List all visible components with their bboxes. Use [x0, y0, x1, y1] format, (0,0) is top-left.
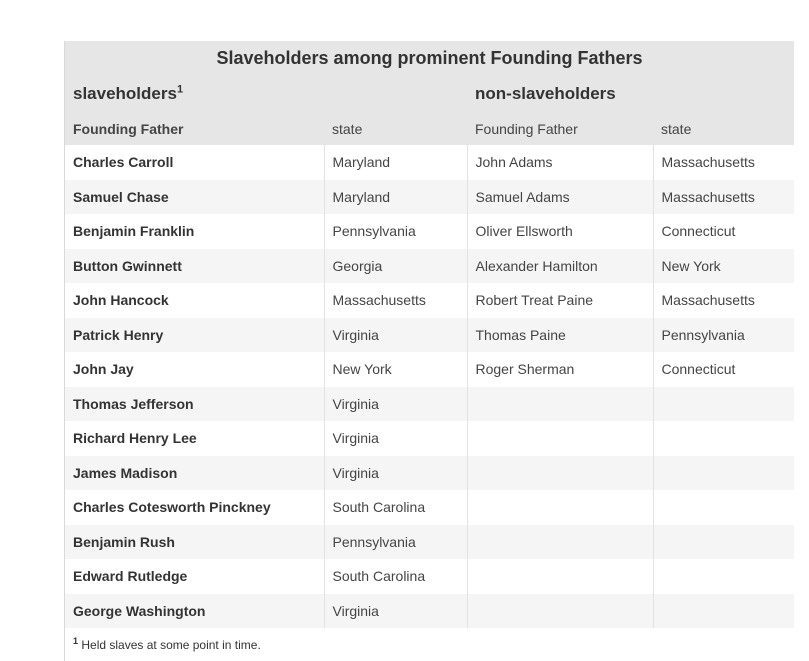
non-slaveholder-state-cell [653, 594, 794, 629]
column-header-row [65, 113, 794, 145]
slaveholder-state-cell: New York [324, 352, 467, 387]
column-header-founding-father: Founding Father [467, 113, 653, 145]
non-slaveholder-name-cell: John Adams [467, 145, 653, 180]
table-row [65, 594, 794, 629]
slaveholder-name-cell: Benjamin Rush [65, 525, 324, 560]
table-row [65, 525, 794, 560]
table-row [65, 180, 794, 215]
table-row [65, 214, 794, 249]
slaveholder-name-cell: Charles Carroll [73, 154, 174, 171]
table-row [65, 318, 794, 353]
table-body [65, 145, 794, 628]
table-row [65, 456, 794, 491]
slaveholder-state-cell: Maryland [324, 145, 467, 180]
slaveholder-name-cell: Edward Rutledge [73, 568, 188, 585]
slaveholder-state-cell: Maryland [324, 180, 467, 215]
non-slaveholder-name-cell: Roger Sherman [467, 352, 653, 387]
column-header-state: state [653, 113, 794, 145]
table-row [65, 559, 794, 594]
slaveholder-name-cell: Samuel Chase [65, 180, 324, 215]
footnote-marker: 1 [73, 636, 79, 646]
slaveholders-table [65, 41, 794, 628]
column-header-state: state [324, 113, 467, 145]
non-slaveholder-name-cell: Robert Treat Paine [467, 283, 653, 318]
group-label-slaveholders: slaveholders [73, 84, 177, 103]
slaveholder-state-cell: Massachusetts [324, 283, 467, 318]
footnote-text: Held slaves at some point in time. [81, 638, 261, 652]
non-slaveholder-name-cell: Thomas Paine [467, 318, 653, 353]
slaveholder-state-cell: Pennsylvania [324, 525, 467, 560]
slaveholder-name-cell: John Hancock [73, 292, 169, 309]
non-slaveholder-name-cell [467, 387, 653, 422]
slaveholder-name-cell: Button Gwinnett [65, 249, 324, 284]
non-slaveholder-name-cell: Oliver Ellsworth [467, 214, 653, 249]
non-slaveholder-state-cell [653, 456, 794, 491]
non-slaveholder-name-cell [467, 559, 653, 594]
group-header-slaveholders [65, 75, 467, 113]
non-slaveholder-state-cell: Massachusetts [653, 145, 794, 180]
table-row [65, 387, 794, 422]
non-slaveholder-name-cell: Samuel Adams [467, 180, 653, 215]
non-slaveholder-state-cell [653, 387, 794, 422]
non-slaveholder-state-cell: Massachusetts [653, 180, 794, 215]
table-row [65, 283, 794, 318]
slaveholder-state-cell: Georgia [324, 249, 467, 284]
non-slaveholder-state-cell: Connecticut [653, 214, 794, 249]
footnote [65, 628, 794, 652]
slaveholder-name-cell: Charles Cotesworth Pinckney [73, 499, 271, 516]
non-slaveholder-state-cell: New York [653, 249, 794, 284]
founding-fathers-table-container [64, 41, 794, 661]
table-row [65, 490, 794, 525]
non-slaveholder-name-cell [467, 525, 653, 560]
group-header-row [65, 75, 794, 113]
slaveholder-name-cell: Richard Henry Lee [73, 430, 197, 447]
non-slaveholder-state-cell: Pennsylvania [653, 318, 794, 353]
table-row [65, 352, 794, 387]
non-slaveholder-state-cell: Connecticut [653, 352, 794, 387]
slaveholder-state-cell: Virginia [324, 456, 467, 491]
table-title-row [65, 41, 794, 75]
non-slaveholder-name-cell: Alexander Hamilton [467, 249, 653, 284]
table-row [65, 421, 794, 456]
non-slaveholder-name-cell [467, 456, 653, 491]
table-title: Slaveholders among prominent Founding Fathers [65, 41, 794, 75]
non-slaveholder-state-cell [653, 421, 794, 456]
non-slaveholder-state-cell: Massachusetts [653, 283, 794, 318]
table-row [65, 249, 794, 284]
slaveholder-name-cell: George Washington [65, 594, 324, 629]
slaveholder-name-cell: John Jay [73, 361, 134, 378]
slaveholder-state-cell: South Carolina [324, 490, 467, 525]
footnote-reference[interactable]: 1 [176, 83, 184, 96]
slaveholder-state-cell: South Carolina [324, 559, 467, 594]
slaveholder-name-cell: Patrick Henry [65, 318, 324, 353]
slaveholder-state-cell: Pennsylvania [324, 214, 467, 249]
column-header-founding-father: Founding Father [65, 113, 324, 145]
non-slaveholder-name-cell [467, 421, 653, 456]
non-slaveholder-state-cell [653, 490, 794, 525]
group-header-non-slaveholders: non-slaveholders [467, 75, 794, 113]
non-slaveholder-name-cell [467, 490, 653, 525]
slaveholder-name-cell: Thomas Jefferson [65, 387, 324, 422]
slaveholder-state-cell: Virginia [324, 318, 467, 353]
slaveholder-name-cell: James Madison [65, 456, 324, 491]
slaveholder-state-cell: Virginia [324, 421, 467, 456]
slaveholder-state-cell: Virginia [324, 387, 467, 422]
slaveholder-state-cell: Virginia [324, 594, 467, 629]
table-row [65, 145, 794, 180]
slaveholder-name-cell: Benjamin Franklin [73, 223, 195, 240]
non-slaveholder-name-cell [467, 594, 653, 629]
non-slaveholder-state-cell [653, 525, 794, 560]
non-slaveholder-state-cell [653, 559, 794, 594]
